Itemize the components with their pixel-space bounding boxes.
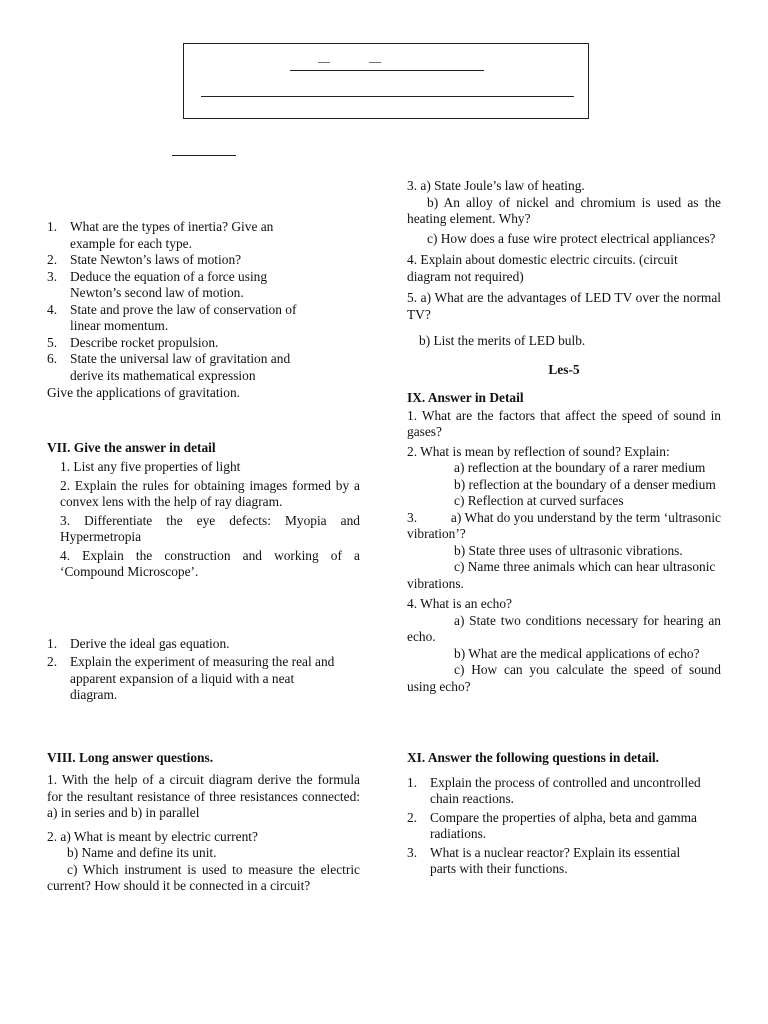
list-item: 1. What are the types of inertia? Give an example for each type.	[47, 219, 274, 251]
section-9-question-2b: b) reflection at the boundary of a denser medium	[454, 476, 716, 492]
header-dash-2: —	[369, 54, 381, 68]
section-9-question-3b: b) State three uses of ultrasonic vibrations.	[454, 542, 683, 558]
lesson-heading: Les-5	[548, 361, 580, 377]
section-9-question-4: 4. What is an echo?	[407, 596, 512, 611]
title-underline	[172, 155, 236, 156]
section-7-list	[47, 459, 360, 581]
list-item: 2. Compare the properties of alpha, beta and gamma radiations.	[407, 809, 697, 841]
list-item: 3. What is a nuclear reactor? Explain its essential parts with their functions.	[407, 844, 681, 876]
header-rule-top	[290, 70, 484, 71]
question-4: 4. Explain about domestic electric circuits. (circuit diagram not required)	[407, 252, 678, 284]
section-11-heading: XI. Answer the following questions in detail.	[407, 750, 659, 765]
list-item: 2. Explain the experiment of measuring the real and apparent expansion of a liquid with a neat diagram.	[47, 654, 335, 702]
right-column	[407, 178, 725, 878]
list-item: 1. Derive the ideal gas equation.	[47, 635, 230, 651]
section-9-question-2a: a) reflection at the boundary of a rarer medium	[454, 460, 706, 475]
section-9-question-2c: c) Reflection at curved surfaces	[454, 493, 624, 508]
list-item: 4. Explain the construction and working of a ‘Compound Microscope’.	[60, 547, 360, 579]
section-9-question-2: 2. What is mean by reflection of sound? Explain:	[407, 443, 670, 459]
gravitation-applications: Give the applications of gravitation.	[47, 385, 240, 400]
section-9-question-4a: a) State two conditions necessary for hearing an echo.	[407, 612, 721, 644]
list-item: 6. State the universal law of gravitation and derive its mathematical expression	[47, 351, 291, 383]
question-5a: 5. a) What are the advantages of LED TV over the normal TV?	[407, 290, 721, 322]
section-7-heading: VII. Give the answer in detail	[47, 439, 216, 455]
list-item: 2. Explain the rules for obtaining images formed by a convex lens with the help of ray diagram.	[60, 477, 360, 509]
section-9-question-1: 1. What are the factors that affect the speed of sound in gases?	[407, 407, 721, 439]
section-9-question-4b: b) What are the medical applications of echo?	[454, 645, 700, 661]
left-column	[47, 219, 360, 895]
list-item: 4. State and prove the law of conservation of linear momentum.	[47, 301, 297, 333]
list-item: 1. List any five properties of light	[60, 459, 241, 474]
question-list-2	[47, 636, 337, 704]
header-dash-1: —	[318, 54, 330, 68]
section-9-question-4c: c) How can you calculate the speed of sound using echo?	[407, 662, 721, 694]
section-9-question-3a: 3. a) What do you understand by the term ‘ultrasonic vibration’?	[407, 509, 725, 541]
list-item: 3. Deduce the equation of a force using Newton’s second law of motion.	[47, 268, 268, 300]
header-box	[183, 43, 589, 119]
section-11-list	[407, 775, 707, 878]
list-item: 2. State Newton’s laws of motion?	[47, 252, 242, 267]
list-item: 3. Differentiate the eye defects: Myopia and Hypermetropia	[60, 512, 360, 544]
section-9-heading: IX. Answer in Detail	[407, 390, 524, 405]
section-9-question-3c: c) Name three animals which can hear ultrasonic vibrations.	[407, 559, 716, 591]
question-3c: c) How does a fuse wire protect electrical appliances?	[427, 230, 716, 246]
question-5b: b) List the merits of LED bulb.	[419, 333, 586, 348]
list-item: 5. Describe rocket propulsion.	[47, 334, 219, 350]
header-rule-bottom	[201, 96, 574, 97]
question-list-1	[47, 219, 307, 384]
section-8-question-1: 1. With the help of a circuit diagram derive the formula for the resultant resistance of three resistances connected: a) in series and b) in parallel	[47, 772, 360, 820]
section-8-question-2a: 2. a) What is meant by electric current?	[47, 828, 258, 844]
section-8-question-2c: c) Which instrument is used to measure the electric current? How should it be connected in a circuit?	[47, 861, 360, 893]
section-8-heading: VIII. Long answer questions.	[47, 749, 214, 765]
section-8-question-2b: b) Name and define its unit.	[67, 845, 217, 860]
question-3a: 3. a) State Joule’s law of heating.	[407, 178, 585, 193]
list-item: 1. Explain the process of controlled and uncontrolled chain reactions.	[407, 774, 701, 806]
question-3b: b) An alloy of nickel and chromium is used as the heating element. Why?	[407, 194, 721, 226]
